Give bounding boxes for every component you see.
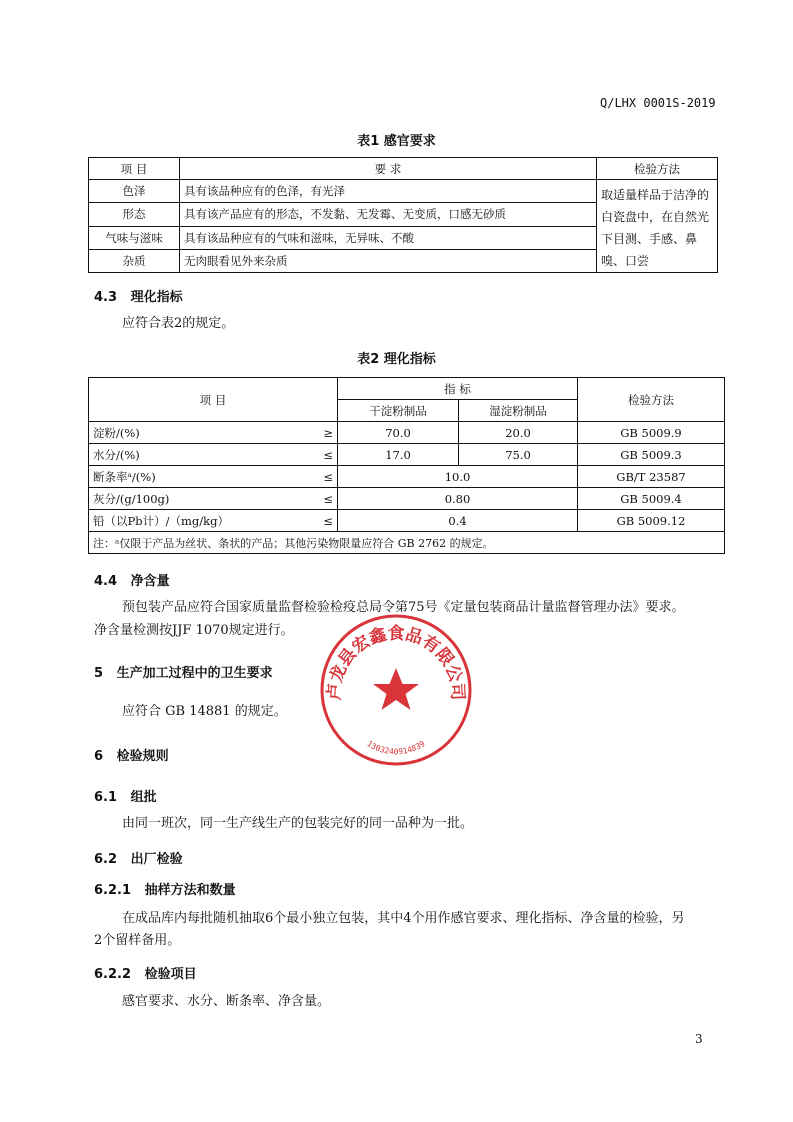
table1-req: 具有该品种应有的色泽，有光泽 <box>180 180 597 203</box>
section-title: 检验项目 <box>144 967 197 982</box>
paragraph: 由同一班次，同一生产线生产的包装完好的同一品种为一批。 <box>122 816 474 831</box>
table2-header-item: 项 目 <box>89 378 338 422</box>
section-heading <box>94 662 273 681</box>
section-heading <box>94 286 183 305</box>
table2-method: GB 5009.12 <box>578 510 725 532</box>
section-heading <box>94 786 157 805</box>
table1-method-line: 白瓷盘中，在自然光 <box>601 210 710 224</box>
section-number: 6.2 <box>94 852 118 867</box>
page-number: 3 <box>695 1032 703 1046</box>
table2-item: 铅（以Pb计）/（mg/kg） <box>89 510 310 532</box>
section-heading <box>94 963 197 982</box>
paragraph: 应符合 GB 14881 的规定。 <box>122 704 287 719</box>
paragraph: 感官要求、水分、断条率、净含量。 <box>122 994 331 1009</box>
section-title: 理化指标 <box>130 290 183 305</box>
table2-op: ≤ <box>309 510 338 532</box>
table2-dry: 17.0 <box>338 444 459 466</box>
table1-method-cell <box>597 180 718 273</box>
table2-method: GB 5009.4 <box>578 488 725 510</box>
table1-req: 具有该品种应有的气味和滋味，无异味、不酸 <box>180 226 597 249</box>
section-heading <box>94 879 236 898</box>
table2-item: 灰分/(g/100g) <box>89 488 310 510</box>
table2-header-dry: 干淀粉制品 <box>338 400 459 422</box>
table2-item: 断条率ᵃ/(%) <box>89 466 310 488</box>
section-number: 4.3 <box>94 290 118 305</box>
table2-value: 0.4 <box>338 510 578 532</box>
table2-header-wet: 湿淀粉制品 <box>459 400 578 422</box>
table2-op: ≤ <box>309 466 338 488</box>
table2-header-method: 检验方法 <box>578 378 725 422</box>
table2 <box>88 377 725 554</box>
company-seal <box>318 612 474 768</box>
seal-star-icon <box>373 668 419 710</box>
section-number: 4.4 <box>94 574 118 589</box>
table2-method: GB/T 23587 <box>578 466 725 488</box>
table2-op: ≥ <box>309 422 338 444</box>
table2-note: 注：ᵃ仅限于产品为丝状、条状的产品；其他污染物限量应符合 GB 2762 的规定。 <box>89 532 725 554</box>
doc-code: Q/LHX 0001S-2019 <box>600 96 716 110</box>
table1-item: 气味与滋味 <box>89 226 180 249</box>
table2-method: GB 5009.3 <box>578 444 725 466</box>
seal-company-name: 卢龙县宏鑫食品有限公司 <box>324 623 468 701</box>
table2-item: 水分/(%) <box>89 444 310 466</box>
paragraph: 应符合表2的规定。 <box>122 316 235 331</box>
table2-value: 0.80 <box>338 488 578 510</box>
section-title: 组批 <box>130 790 157 805</box>
section-title: 出厂检验 <box>130 852 183 867</box>
table2-value: 10.0 <box>338 466 578 488</box>
section-title: 生产加工过程中的卫生要求 <box>116 666 273 681</box>
table1-header-req: 要 求 <box>180 158 597 180</box>
seal-number: 1303240914839 <box>365 739 427 757</box>
section-title: 检验规则 <box>116 749 169 764</box>
table1-title: 表1 感官要求 <box>357 134 436 149</box>
paragraph: 在成品库内每批随机抽取6个最小独立包装，其中4个用作感官要求、理化指标、净含量的检验，另 <box>122 911 685 926</box>
table2-wet: 75.0 <box>459 444 578 466</box>
table1-method-line: 下目测、手感、鼻 <box>601 232 698 246</box>
table1-header-item: 项 目 <box>89 158 180 180</box>
table1-item: 形态 <box>89 203 180 226</box>
table1-method-line: 嗅、口尝 <box>601 254 650 268</box>
table1-req: 具有该产品应有的形态，不发黏、无发霉、无变质，口感无砂质 <box>180 203 597 226</box>
section-title: 抽样方法和数量 <box>144 883 236 898</box>
table2-op: ≤ <box>309 488 338 510</box>
table1 <box>88 157 718 273</box>
section-number: 6.2.1 <box>94 883 132 898</box>
section-heading <box>94 570 170 589</box>
section-heading <box>94 848 183 867</box>
table2-dry: 70.0 <box>338 422 459 444</box>
table2-op: ≤ <box>309 444 338 466</box>
section-title: 净含量 <box>130 574 170 589</box>
section-number: 6 <box>94 749 104 764</box>
table2-item: 淀粉/(%) <box>89 422 310 444</box>
table1-method-line: 取适量样品于洁净的 <box>601 188 710 202</box>
table2-title: 表2 理化指标 <box>357 352 436 367</box>
table2-header-index: 指 标 <box>338 378 578 400</box>
table2-method: GB 5009.9 <box>578 422 725 444</box>
section-number: 6.2.2 <box>94 967 132 982</box>
section-number: 6.1 <box>94 790 118 805</box>
table2-wet: 20.0 <box>459 422 578 444</box>
paragraph: 2个留样备用。 <box>94 933 181 948</box>
section-number: 5 <box>94 666 104 681</box>
section-heading <box>94 745 169 764</box>
paragraph: 预包装产品应符合国家质量监督检验检疫总局令第75号《定量包装商品计量监督管理办法》要求。 <box>122 600 685 615</box>
table1-item: 杂质 <box>89 249 180 272</box>
table1-req: 无肉眼看见外来杂质 <box>180 249 597 272</box>
table1-header-method: 检验方法 <box>597 158 718 180</box>
paragraph: 净含量检测按JJF 1070规定进行。 <box>94 623 294 638</box>
table1-item: 色泽 <box>89 180 180 203</box>
